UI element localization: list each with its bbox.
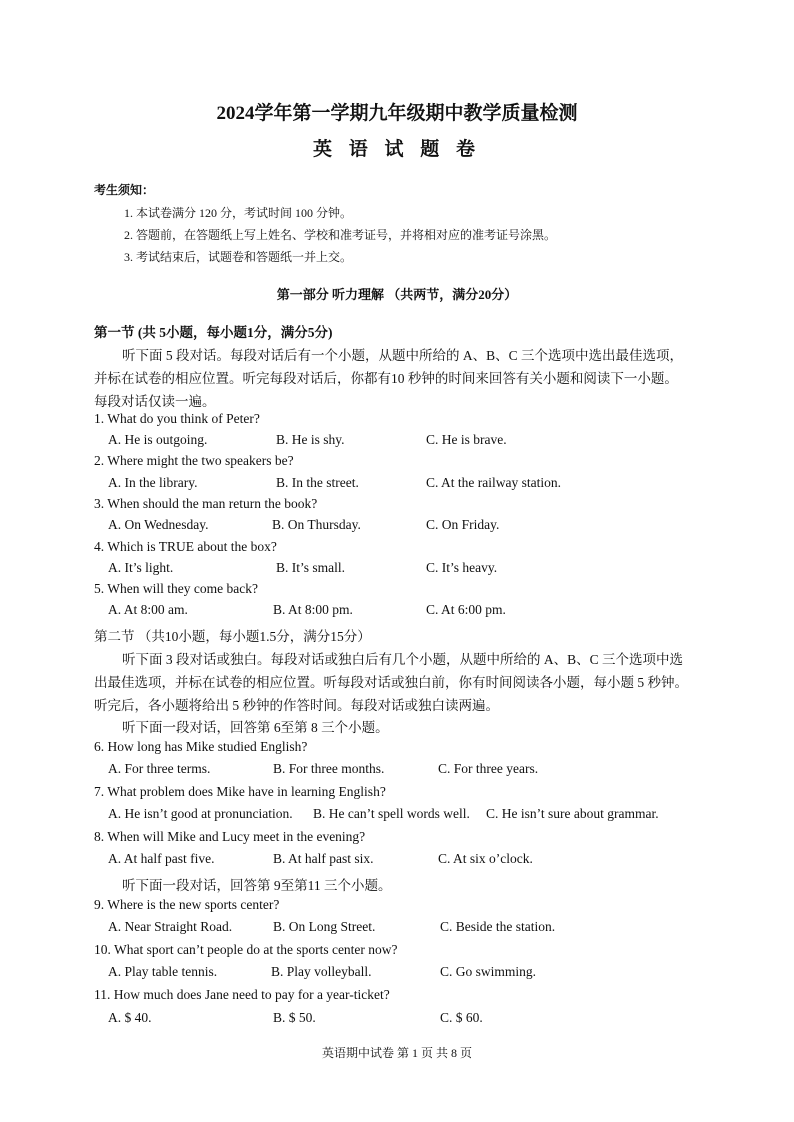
question-text: 7. What problem does Mike have in learning English?	[94, 784, 386, 799]
question-text: 8. When will Mike and Lucy meet in the evening?	[94, 829, 366, 844]
part-heading: 第一部分 听力理解 （共两节，满分20分）	[276, 287, 518, 302]
instruction-line: 出最佳选项，并标在试卷的相应位置。听每段对话或独白前，你有时间阅读各小题，每小题 5 秒钟。	[94, 675, 688, 690]
exam-title: 2024学年第一学期九年级期中教学质量检测	[216, 103, 578, 124]
option-a: A. He isn’t good at pronunciation.	[108, 806, 293, 821]
instruction-line: 听下面 3 段对话或独白。每段对话或独白后有几个小题，从题中所给的 A、B、C 三个选项中选	[122, 652, 684, 667]
option-a: A. Play table tennis.	[108, 964, 218, 979]
option-c: C. At six o’clock.	[438, 851, 533, 866]
option-c: C. At 6:00 pm.	[426, 602, 506, 617]
option-a: A. He is outgoing.	[108, 432, 208, 447]
question-text: 11. How much does Jane need to pay for a year-ticket?	[94, 987, 390, 1002]
instruction-line: 并标在试卷的相应位置。听完每段对话后，你都有10 秒钟的时间来回答有关小题和阅读下一小题。	[94, 371, 678, 386]
notice-item: 3. 考试结束后，试题卷和答题纸一并上交。	[124, 250, 353, 264]
option-c: C. It’s heavy.	[426, 560, 498, 575]
notice-item: 1. 本试卷满分 120 分，考试时间 100 分钟。	[124, 206, 353, 220]
question-text: 2. Where might the two speakers be?	[94, 453, 294, 468]
option-b: B. He can’t spell words well.	[313, 806, 470, 821]
option-a: A. Near Straight Road.	[108, 919, 233, 934]
option-c: C. He is brave.	[426, 432, 507, 447]
dialogue-lead: 听下面一段对话，回答第 6至第 8 三个小题。	[122, 720, 389, 735]
option-b: B. For three months.	[273, 761, 385, 776]
option-b: B. At 8:00 pm.	[273, 602, 353, 617]
instruction-line: 听下面 5 段对话。每段对话后有一个小题，从题中所给的 A、B、C 三个选项中选出最佳选项，	[122, 348, 684, 363]
notice-item: 2. 答题前，在答题纸上写上姓名、学校和准考证号，并将相对应的准考证号涂黑。	[124, 228, 557, 242]
option-b: B. $ 50.	[273, 1010, 316, 1025]
exam-subtitle: 英 语 试 题 卷	[312, 139, 481, 160]
option-c: C. At the railway station.	[426, 475, 561, 490]
option-b: B. On Thursday.	[272, 517, 361, 532]
option-b: B. At half past six.	[273, 851, 374, 866]
question-text: 9. Where is the new sports center?	[94, 897, 280, 912]
question-text: 3. When should the man return the book?	[94, 496, 318, 511]
question-text: 4. Which is TRUE about the box?	[94, 539, 277, 554]
option-c: C. On Friday.	[426, 517, 500, 532]
section-heading: 第一节 (共 5小题，每小题1分，满分5分)	[94, 325, 333, 340]
option-b: B. In the street.	[276, 475, 359, 490]
option-a: A. On Wednesday.	[108, 517, 209, 532]
question-text: 1. What do you think of Peter?	[94, 411, 260, 426]
option-c: C. Go swimming.	[440, 964, 537, 979]
option-c: C. Beside the station.	[440, 919, 556, 934]
question-text: 5. When will they come back?	[94, 581, 258, 596]
instruction-line: 听完后，各小题将给出 5 秒钟的作答时间。每段对话或独白读两遍。	[94, 698, 499, 713]
option-b: B. It’s small.	[276, 560, 346, 575]
option-a: A. $ 40.	[108, 1010, 152, 1025]
question-text: 10. What sport can’t people do at the sports center now?	[94, 942, 398, 957]
option-c: C. $ 60.	[440, 1010, 483, 1025]
option-b: B. On Long Street.	[273, 919, 376, 934]
page-footer: 英语期中试卷 第 1 页 共 8 页	[321, 1046, 472, 1060]
question-text: 6. How long has Mike studied English?	[94, 739, 308, 754]
option-a: A. It’s light.	[108, 560, 174, 575]
option-b: B. He is shy.	[276, 432, 345, 447]
instruction-line: 每段对话仅读一遍。	[94, 394, 216, 409]
option-c: C. For three years.	[438, 761, 539, 776]
option-a: A. At half past five.	[108, 851, 215, 866]
option-a: A. At 8:00 am.	[108, 602, 188, 617]
dialogue-lead: 听下面一段对话，回答第 9至第11 三个小题。	[122, 878, 392, 893]
notice-heading: 考生须知：	[94, 183, 155, 197]
section-heading: 第二节 （共10小题，每小题1.5分，满分15分）	[94, 629, 371, 644]
option-a: A. For three terms.	[108, 761, 211, 776]
option-b: B. Play volleyball.	[271, 964, 372, 979]
option-c: C. He isn’t sure about grammar.	[486, 806, 659, 821]
option-a: A. In the library.	[108, 475, 198, 490]
